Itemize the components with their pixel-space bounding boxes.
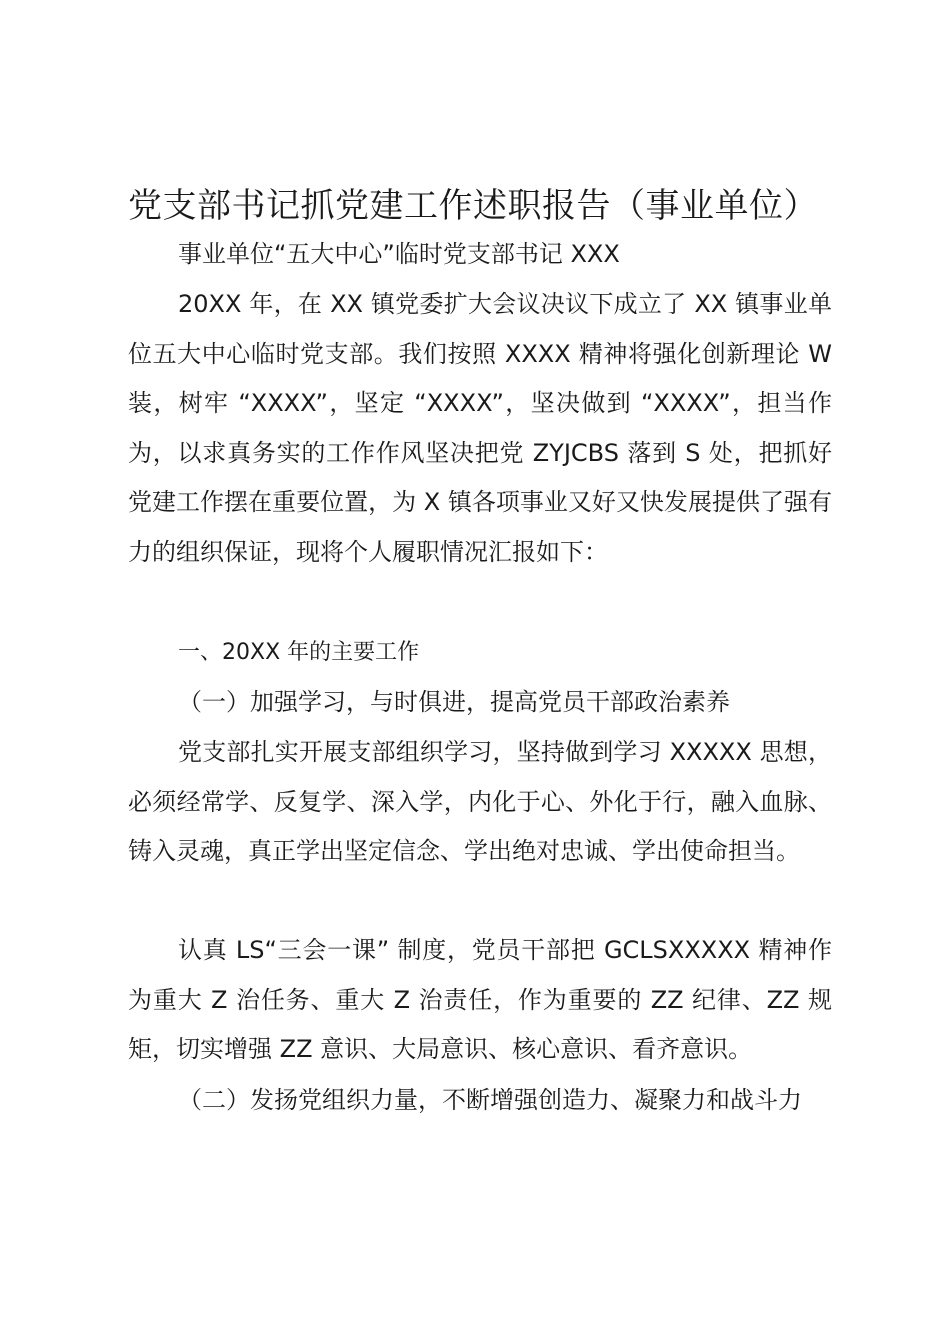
system-paragraph: 认真 LS“三会一课” 制度，党员干部把 GCLSXXXXX 精神作为重大 Z 治任务、重大 Z 治责任，作为重要的 ZZ 纪律、ZZ 规矩，切实增强 ZZ 意识、大局意识、核心意识、看齐意识。	[128, 936, 832, 1063]
section-heading: 一、20XX 年的主要工作	[178, 640, 420, 665]
subsection-heading-2: （二）发扬党组织力量，不断增强创造力、凝聚力和战斗力	[178, 1086, 802, 1114]
author-line: 事业单位“五大中心”临时党支部书记 XXX	[178, 240, 620, 268]
subsection-heading-1: （一）加强学习，与时俱进，提高党员干部政治素养	[178, 688, 730, 716]
document-title: 党支部书记抓党建工作述职报告（事业单位）	[128, 186, 818, 226]
study-paragraph: 党支部扎实开展支部组织学习，坚持做到学习 XXXXX 思想，必须经常学、反复学、深入学，内化于心、外化于行，融入血脉、铸入灵魂，真正学出坚定信念、学出绝对忠诚、学出使命担当。	[128, 738, 832, 865]
intro-paragraph: 20XX 年，在 XX 镇党委扩大会议决议下成立了 XX 镇事业单位五大中心临时党支部。我们按照 XXXX 精神将强化创新理论 W 装，树牢 “XXXX”，坚定 “XXXX”，坚决做到 “XXXX”，担当作为，以求真务实的工作作风坚决把党 ZYJCBS 落到 S 处，把抓好党建工作摆在重要位置，为 X 镇各项事业又好又快发展提供了强有力的组织保证，现将个人履职情况汇报如下：	[128, 290, 832, 566]
